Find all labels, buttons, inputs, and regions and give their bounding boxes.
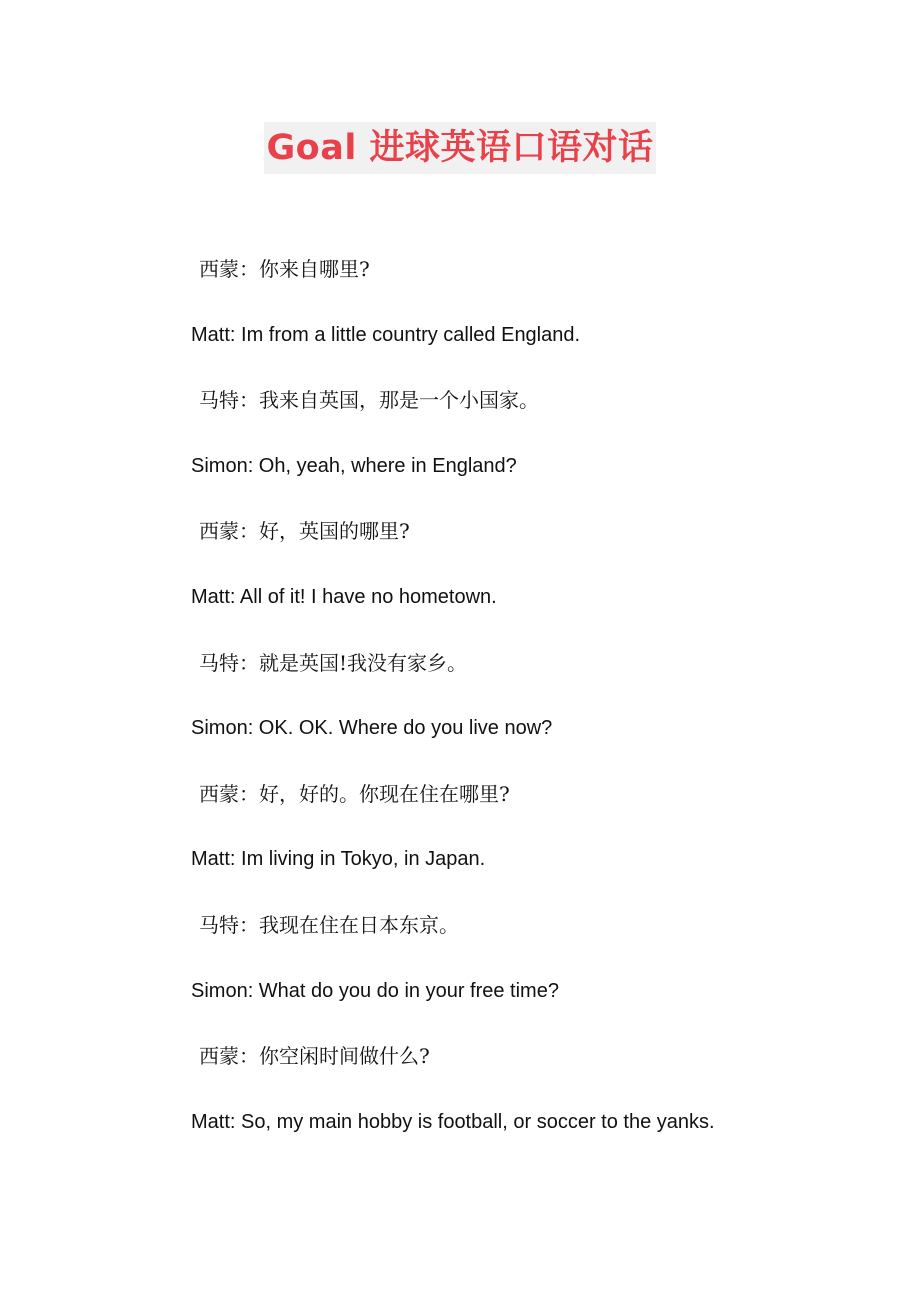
dialogue-line: Matt: All of it! I have no hometown.: [191, 585, 497, 608]
dialogue-line: 马特：就是英国!我没有家乡。: [199, 650, 468, 675]
dialogue-line: Simon: Oh, yeah, where in England?: [191, 454, 517, 477]
dialogue-line: 西蒙：你空闲时间做什么?: [199, 1044, 430, 1069]
dialogue-line: 马特：我来自英国，那是一个小国家。: [199, 388, 539, 413]
dialogue-line: Matt: Im from a little country called England.: [191, 323, 581, 346]
document-title: Goal 进球英语口语对话: [264, 122, 655, 174]
title-container: [0, 122, 920, 174]
dialogue-line: Simon: OK. OK. Where do you live now?: [191, 717, 553, 740]
dialogue-line: 马特：我现在住在日本东京。: [199, 912, 459, 937]
dialogue-line: 西蒙：好，英国的哪里?: [199, 519, 410, 544]
dialogue-line: Matt: So, my main hobby is football, or soccer to the yanks.: [191, 1110, 715, 1133]
dialogue-line: 西蒙：好，好的。你现在住在哪里?: [199, 781, 510, 806]
dialogue-lines: [191, 250, 891, 1168]
dialogue-line: Matt: Im living in Tokyo, in Japan.: [191, 848, 486, 871]
dialogue-line: Simon: What do you do in your free time?: [191, 979, 559, 1002]
dialogue-line: 西蒙：你来自哪里?: [199, 257, 370, 281]
